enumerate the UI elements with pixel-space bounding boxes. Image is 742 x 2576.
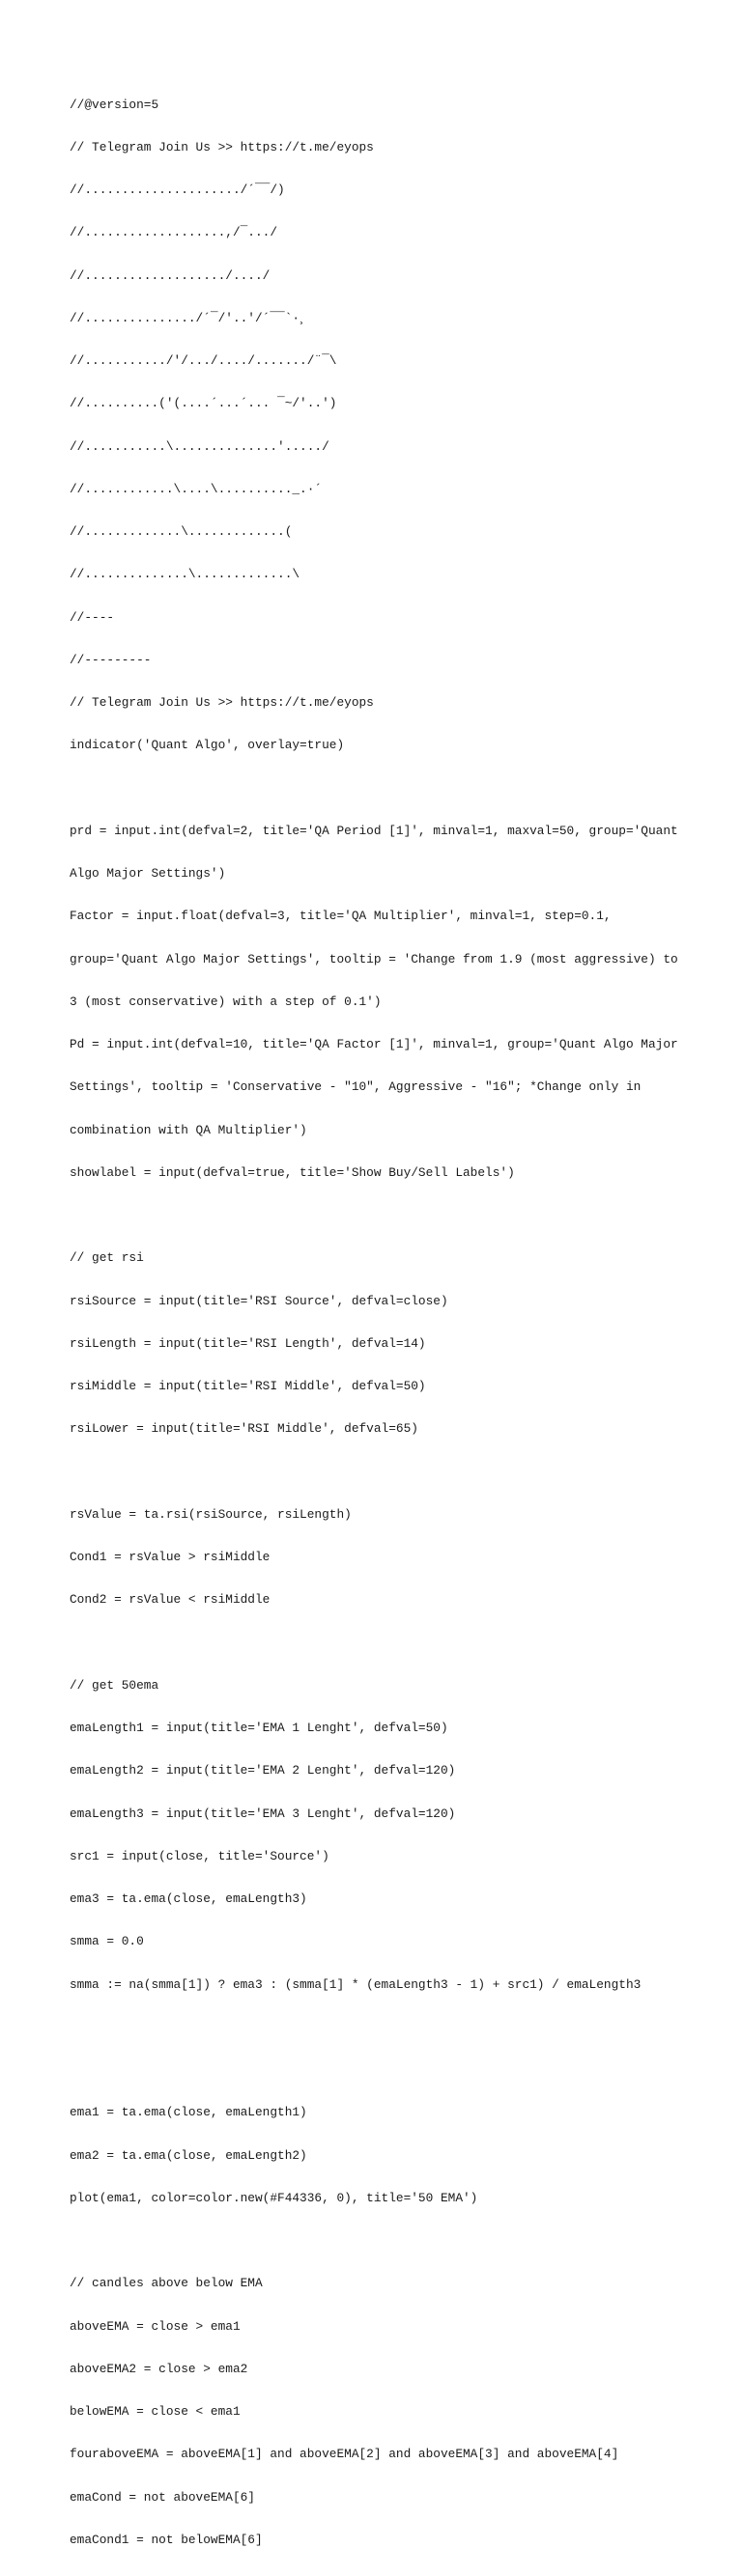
code-line: rsiLength = input(title='RSI Length', defval=14): [70, 1335, 426, 1351]
code-line: rsValue = ta.rsi(rsiSource, rsiLength): [70, 1506, 352, 1522]
code-line: Factor = input.float(defval=3, title='QA Multiplier', minval=1, step=0.1,: [70, 909, 612, 924]
code-line: belowEMA = close < ema1: [70, 2404, 241, 2419]
code-line: emaCond = not aboveEMA[6]: [70, 2489, 255, 2505]
code-line: rsiSource = input(title='RSI Source', defval=close): [70, 1293, 448, 1308]
code-line: ema1 = ta.ema(close, emaLength1): [70, 2105, 307, 2120]
code-line: // get rsi: [70, 1250, 144, 1266]
code-line: // Telegram Join Us >> https://t.me/eyops: [70, 139, 374, 154]
code-line: //----: [70, 609, 115, 625]
code-line: // candles above below EMA: [70, 2276, 263, 2291]
code-line: group='Quant Algo Major Settings', tooltip = 'Change from 1.9 (most aggressive) to: [70, 951, 678, 966]
code-line: //---------: [70, 652, 152, 667]
code-line: //@version=5: [70, 97, 159, 112]
code-line: //.................../..../: [70, 267, 271, 283]
blank-line: [70, 1466, 678, 1480]
code-line: rsiMiddle = input(title='RSI Middle', defval=50): [70, 1379, 426, 1393]
code-line: aboveEMA2 = close > ema2: [70, 2361, 248, 2376]
code-line: smma := na(smma[1]) ? ema3 : (smma[1] * (emaLength3 - 1) + src1) / emaLength3: [70, 1976, 642, 1992]
code-line: indicator('Quant Algo', overlay=true): [70, 738, 345, 753]
blank-line: [70, 2234, 678, 2249]
blank-line: [70, 1637, 678, 1651]
blank-line: [70, 782, 678, 797]
code-line: // Telegram Join Us >> https://t.me/eyops: [70, 695, 374, 710]
code-line: emaLength3 = input(title='EMA 3 Lenght', defval=120): [70, 1806, 456, 1821]
code-line: src1 = input(close, title='Source'): [70, 1848, 329, 1863]
code-line: ema3 = ta.ema(close, emaLength3): [70, 1891, 307, 1906]
code-line: aboveEMA = close > ema1: [70, 2318, 241, 2334]
code-line: fouraboveEMA = aboveEMA[1] and aboveEMA[2] and aboveEMA[3] and aboveEMA[4]: [70, 2447, 619, 2462]
code-line: ema2 = ta.ema(close, emaLength2): [70, 2147, 307, 2163]
code-line: plot(ema1, color=color.new(#F44336, 0), title='50 EMA'): [70, 2190, 478, 2205]
code-line: 3 (most conservative) with a step of 0.1'): [70, 994, 382, 1009]
code-line: //...................../´¯¯/): [70, 182, 285, 197]
code-line: //.........../'/.../..../......./¨¯\: [70, 353, 337, 368]
code-line: //............\....\.........._.·´: [70, 481, 323, 496]
code-line: //.............\.............(: [70, 524, 293, 539]
code-line: //.............../´¯/'..'/´¯¯`·¸: [70, 310, 307, 325]
code-line: rsiLower = input(title='RSI Middle', defval=65): [70, 1421, 418, 1437]
blank-line: [70, 2021, 678, 2035]
code-line: Algo Major Settings'): [70, 866, 226, 881]
code-line: Cond2 = rsValue < rsiMiddle: [70, 1592, 271, 1608]
code-line: //...........\..............'...../: [70, 438, 329, 454]
code-line: // get 50ema: [70, 1677, 159, 1693]
code-line: Cond1 = rsValue > rsiMiddle: [70, 1550, 271, 1564]
code-line: //..........('(....´...´... ¯~/'..'): [70, 396, 337, 411]
code-line: showlabel = input(defval=true, title='Show Buy/Sell Labels'): [70, 1164, 515, 1180]
blank-line: [70, 1209, 678, 1223]
code-line: prd = input.int(defval=2, title='QA Period [1]', minval=1, maxval=50, group='Quant: [70, 823, 678, 838]
code-listing: [70, 70, 678, 2576]
code-line: emaLength2 = input(title='EMA 2 Lenght', defval=120): [70, 1763, 456, 1778]
blank-line: [70, 2063, 678, 2078]
code-line: //..............\.............\: [70, 567, 300, 582]
code-line: Pd = input.int(defval=10, title='QA Factor [1]', minval=1, group='Quant Algo Major: [70, 1037, 678, 1051]
code-line: smma = 0.0: [70, 1934, 144, 1949]
code-line: combination with QA Multiplier'): [70, 1122, 307, 1137]
code-line: emaLength1 = input(title='EMA 1 Lenght', defval=50): [70, 1721, 448, 1735]
code-line: //...................,/¯.../: [70, 225, 278, 240]
code-line: Settings', tooltip = 'Conservative - "10", Aggressive - "16"; *Change only in: [70, 1079, 642, 1095]
code-line: emaCond1 = not belowEMA[6]: [70, 2532, 263, 2547]
